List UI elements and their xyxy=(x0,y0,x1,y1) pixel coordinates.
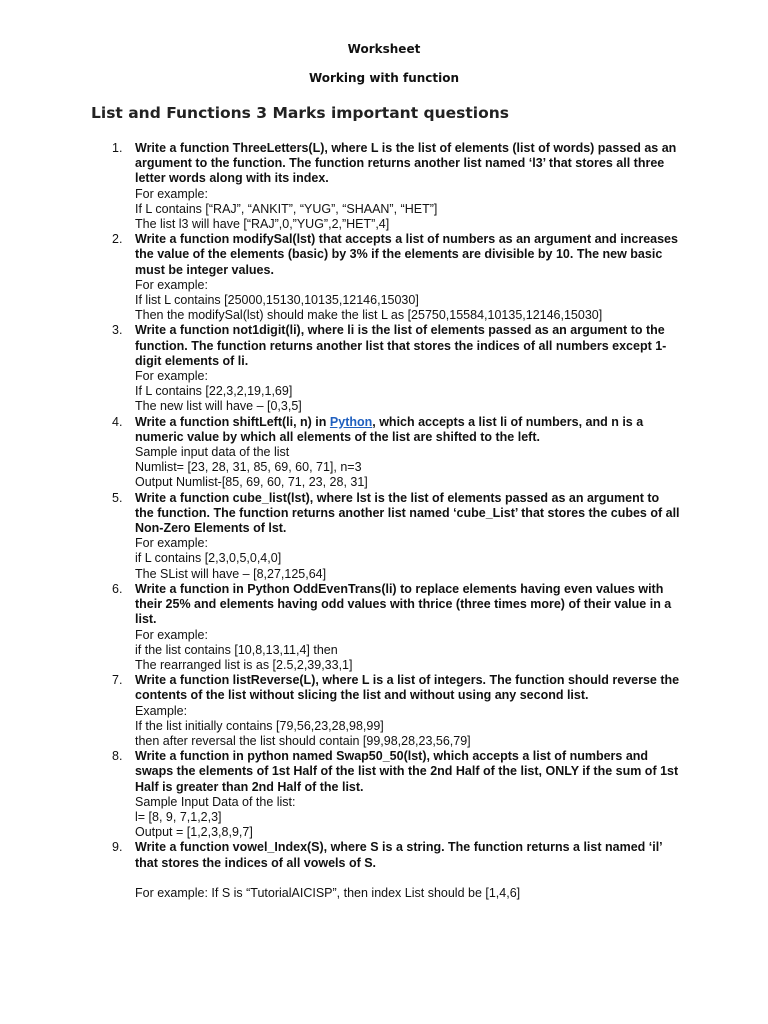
example-line: For example: xyxy=(135,186,208,201)
question-item xyxy=(112,141,680,232)
python-link[interactable]: Python xyxy=(329,414,373,429)
question-number: 8. xyxy=(112,749,123,764)
example-line: Sample Input Data of the list: xyxy=(135,794,296,809)
example-line: Output = [1,2,3,8,9,7] xyxy=(135,825,253,840)
example-line: Then the modifySal(lst) should make the list L as [25750,15584,10135,12146,15030] xyxy=(135,308,603,323)
example-line: If list L contains [25000,15130,10135,12146,15030] xyxy=(135,293,419,308)
question-item xyxy=(112,673,680,749)
question-item xyxy=(112,232,680,323)
question-number: 7. xyxy=(112,673,123,688)
question-item xyxy=(112,840,680,901)
question-number: 2. xyxy=(112,232,123,247)
question-text: Write a function ThreeLetters(L), where L is the list of elements (list of words) passed as an argument to the function. The function returns another list named ‘l3’ that stores all three letter words along with its index. xyxy=(135,141,677,186)
question-text xyxy=(135,415,680,445)
example-line: If L contains [“RAJ”, “ANKIT”, “YUG”, “SHAAN”, “HET”] xyxy=(135,201,438,216)
question-number: 6. xyxy=(112,581,123,596)
example-line: if L contains [2,3,0,5,0,4,0] xyxy=(135,551,282,566)
example-line: If the list initially contains [79,56,23,28,98,99] xyxy=(135,718,384,733)
section-heading: List and Functions 3 Marks important questions xyxy=(91,104,510,122)
question-number: 9. xyxy=(112,840,123,855)
question-item xyxy=(112,415,680,491)
example-line: Sample input data of the list xyxy=(135,445,290,460)
question-text: Write a function cube_list(lst), where lst is the list of elements passed as an argument to the function. The function returns another list named ‘cube_List’ that stores the cubes of all Non-Zero Elements of lst. xyxy=(135,490,680,536)
example-line: If L contains [22,3,2,19,1,69] xyxy=(135,384,293,399)
question-text-end: , which accepts a list li of numbers, and n is a numeric value by which all elements of the list are shifted to the left. xyxy=(135,414,644,444)
question-text: Write a function in Python OddEvenTrans(li) to replace elements having even values with their 25% and elements having odd values with thrice (three times more) of their value in a list. xyxy=(135,581,672,627)
blank-line xyxy=(135,871,680,886)
question-number: 4. xyxy=(112,414,123,429)
document-subtitle: Working with function xyxy=(308,71,460,85)
question-text: Write a function vowel_Index(S), where S is a string. The function returns a list named ‘il’ that stores the indices of all vowels of S. xyxy=(135,840,662,870)
example-line: l= [8, 9, 7,1,2,3] xyxy=(135,809,222,824)
question-number: 3. xyxy=(112,323,123,338)
question-text: Write a function modifySal(lst) that accepts a list of numbers as an argument and increases the value of the elements (basic) by 3% if the elements are divisible by 10. The new basic must be integer values. xyxy=(135,232,678,277)
question-number: 1. xyxy=(112,141,123,155)
example-line: if the list contains [10,8,13,11,4] then xyxy=(135,642,338,657)
example-line: The new list will have – [0,3,5] xyxy=(135,399,302,414)
example-line: The SList will have – [8,27,125,64] xyxy=(135,566,327,581)
question-list xyxy=(112,141,680,901)
example-line: For example: xyxy=(135,277,208,292)
example-line: For example: xyxy=(135,627,208,642)
example-line: The list l3 will have [“RAJ”,0,”YUG”,2,”HET”,4] xyxy=(135,217,390,232)
example-line: The rearranged list is as [2.5,2,39,33,1] xyxy=(135,657,353,672)
example-line: Numlist= [23, 28, 31, 85, 69, 60, 71], n=3 xyxy=(135,460,362,475)
question-item xyxy=(112,323,680,414)
question-item xyxy=(112,491,680,582)
example-line: For example: If S is “TutorialAICISP”, then index List should be [1,4,6] xyxy=(135,885,521,900)
question-text: Write a function in python named Swap50_50(lst), which accepts a list of numbers and swaps the elements of 1st Half of the list with the 2nd Half of the list, ONLY if the sum of 1st Half is greater than 2nd Half of the list. xyxy=(135,749,679,794)
example-line: then after reversal the list should contain [99,98,28,23,56,79] xyxy=(135,733,471,748)
question-text: Write a function listReverse(L), where L is a list of integers. The function should reverse the contents of the list without slicing the list and without using any second list. xyxy=(135,673,680,703)
question-number: 5. xyxy=(112,490,123,505)
example-line: Output Numlist-[85, 69, 60, 71, 23, 28, 31] xyxy=(135,475,368,490)
question-text-start: Write a function shiftLeft(li, n) in xyxy=(135,414,330,429)
example-line: Example: xyxy=(135,703,188,718)
example-line: For example: xyxy=(135,369,208,384)
example-line: For example: xyxy=(135,536,208,551)
document-title: Worksheet xyxy=(347,42,421,56)
question-item xyxy=(112,749,680,840)
question-text: Write a function not1digit(li), where li is the list of elements passed as an argument to the function. The function returns another list that stores the indices of all numbers except 1-digit elements of li. xyxy=(135,323,667,368)
question-item xyxy=(112,582,680,673)
